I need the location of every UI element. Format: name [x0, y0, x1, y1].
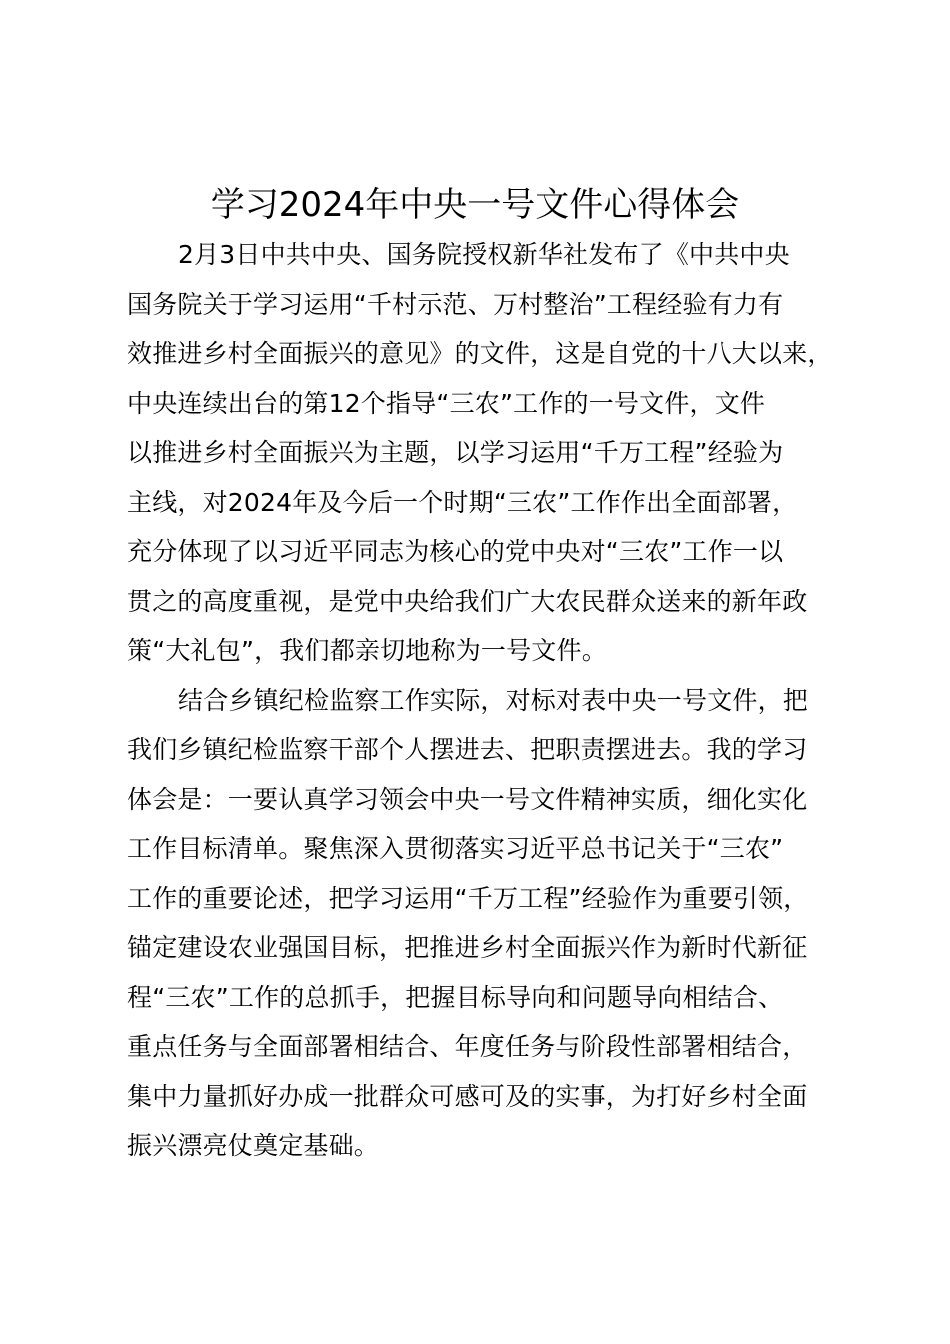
paragraph-line: 效推进乡村全面振兴的意见》的文件，这是自党的十八大以来，: [127, 339, 833, 368]
paragraph-line: 锚定建设农业强国目标，把推进乡村全面振兴作为新时代新征: [127, 933, 808, 962]
paragraph-line: 以推进乡村全面振兴为主题，以学习运用“千万工程”经验为: [127, 438, 784, 467]
paragraph-2: [127, 676, 859, 1171]
paragraph-line: 工作目标清单。聚焦深入贯彻落实习近平总书记关于“三农”: [127, 834, 784, 863]
paragraph-line: 我们乡镇纪检监察干部个人摆进去、把职责摆进去。我的学习: [127, 735, 808, 764]
paragraph-line: 2月3日中共中央、国务院授权新华社发布了《中共中央: [178, 240, 790, 269]
paragraph-line: 工作的重要论述，把学习运用“千万工程”经验作为重要引领，: [127, 883, 809, 913]
paragraph-line: 中央连续出台的第12个指导“三农”工作的一号文件，文件: [127, 388, 766, 418]
document-body: [127, 230, 859, 1171]
paragraph-line: 充分体现了以习近平同志为核心的党中央对“三农”工作一以: [127, 537, 784, 566]
paragraph-line: 策“大礼包”，我们都亲切地称为一号文件。: [127, 636, 607, 665]
paragraph-line: 振兴漂亮仗奠定基础。: [127, 1131, 380, 1160]
paragraph-line: 贯之的高度重视，是党中央给我们广大农民群众送来的新年政: [127, 586, 808, 616]
paragraph-line: 主线，对2024年及今后一个时期“三农”工作作出全面部署，: [127, 487, 798, 517]
document-title: 学习2024年中央一号文件心得体会: [210, 185, 740, 225]
paragraph-line: 体会是：一要认真学习领会中央一号文件精神实质，细化实化: [127, 784, 808, 814]
paragraph-1: [127, 230, 859, 676]
paragraph-line: 国务院关于学习运用“千村示范、万村整治”工程经验有力有: [127, 289, 784, 319]
paragraph-line: 结合乡镇纪检监察工作实际，对标对表中央一号文件，把: [178, 685, 809, 715]
paragraph-line: 集中力量抓好办成一批群众可感可及的实事，为打好乡村全面: [127, 1081, 808, 1111]
paragraph-line: 重点任务与全面部署相结合、年度任务与阶段性部署相结合，: [127, 1032, 808, 1061]
paragraph-line: 程“三农”工作的总抓手，把握目标导向和问题导向相结合、: [127, 982, 784, 1012]
